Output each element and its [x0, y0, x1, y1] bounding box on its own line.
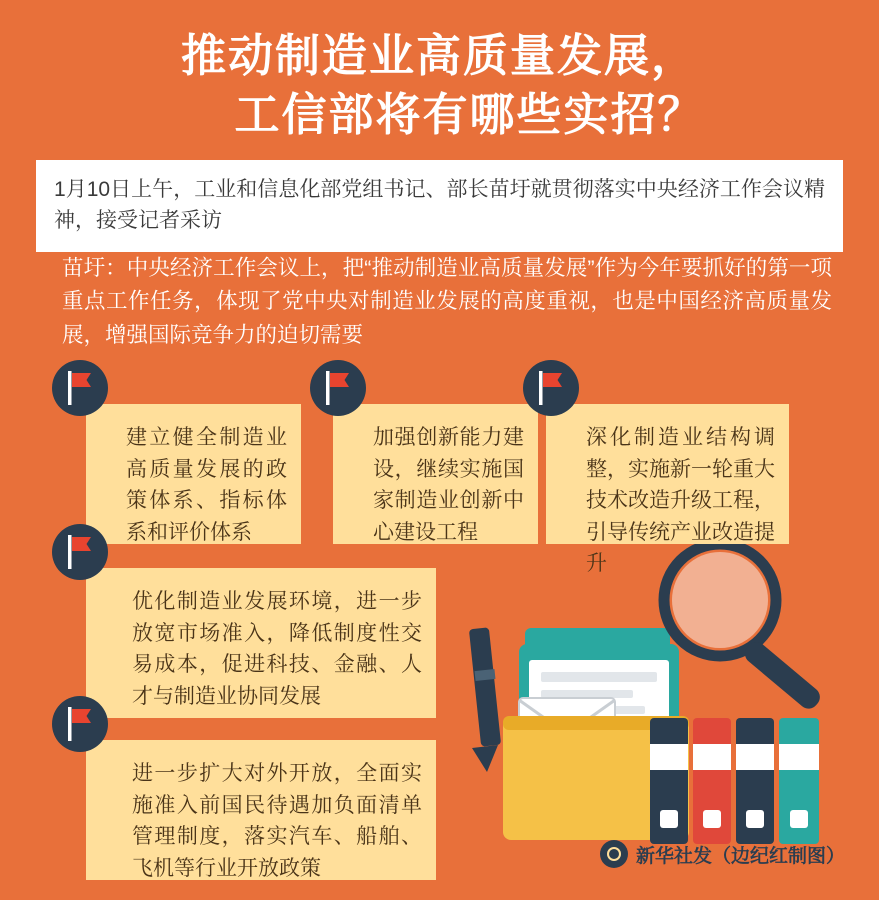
xinhua-logo-icon [600, 840, 628, 868]
pen-icon [469, 627, 501, 772]
point-card-4-text: 优化制造业发展环境，进一步放宽市场准入，降低制度性交易成本，促进科技、金融、人才与制造业协同发展 [132, 590, 422, 708]
point-card-2-text: 加强创新能力建设，继续实施国家制造业创新中心建设工程 [373, 426, 524, 544]
quote-text: 苗圩：中央经济工作会议上，把“推动制造业高质量发展”作为今年要抓好的第一项重点工作任务，体现了党中央对制造业发展的高度重视，也是中国经济高质量发展，增强国际竞争力的迫切需要 [62, 256, 832, 347]
point-card-1 [86, 404, 301, 544]
page-title [0, 26, 879, 145]
quote-block [62, 252, 832, 352]
point-card-3-text: 深化制造业结构调整，实施新一轮重大技术改造升级工程，引导传统产业改造提升 [586, 426, 775, 575]
point-card-3 [546, 404, 789, 575]
title-line-2: 工信部将有哪些实招？ [234, 89, 705, 141]
flag-icon [52, 524, 108, 580]
point-card-2 [333, 404, 538, 544]
point-card-4 [86, 568, 436, 718]
flag-icon [52, 360, 108, 416]
point-card-1-text: 建立健全制造业高质量发展的政策体系、指标体系和评价体系 [126, 426, 287, 544]
flag-icon [523, 360, 579, 416]
point-card-5 [86, 740, 436, 880]
flag-icon [310, 360, 366, 416]
point-card-5-text: 进一步扩大对外开放，全面实施准入前国民待遇加负面清单管理制度，落实汽车、船舶、飞机等行业开放政策 [132, 762, 422, 880]
title-line-1: 推动制造业高质量发展， [180, 30, 698, 81]
credit-text: 新华社发（边纪红制图） [635, 845, 845, 867]
binders-row [650, 718, 819, 844]
lead-paragraph-text: 1月10日上午，工业和信息化部党组书记、部长苗圩就贯彻落实中央经济工作会议精神，接受记者采访 [54, 178, 825, 233]
flag-icon [52, 696, 108, 752]
credit-line [600, 840, 845, 868]
lead-paragraph-band [36, 160, 843, 252]
